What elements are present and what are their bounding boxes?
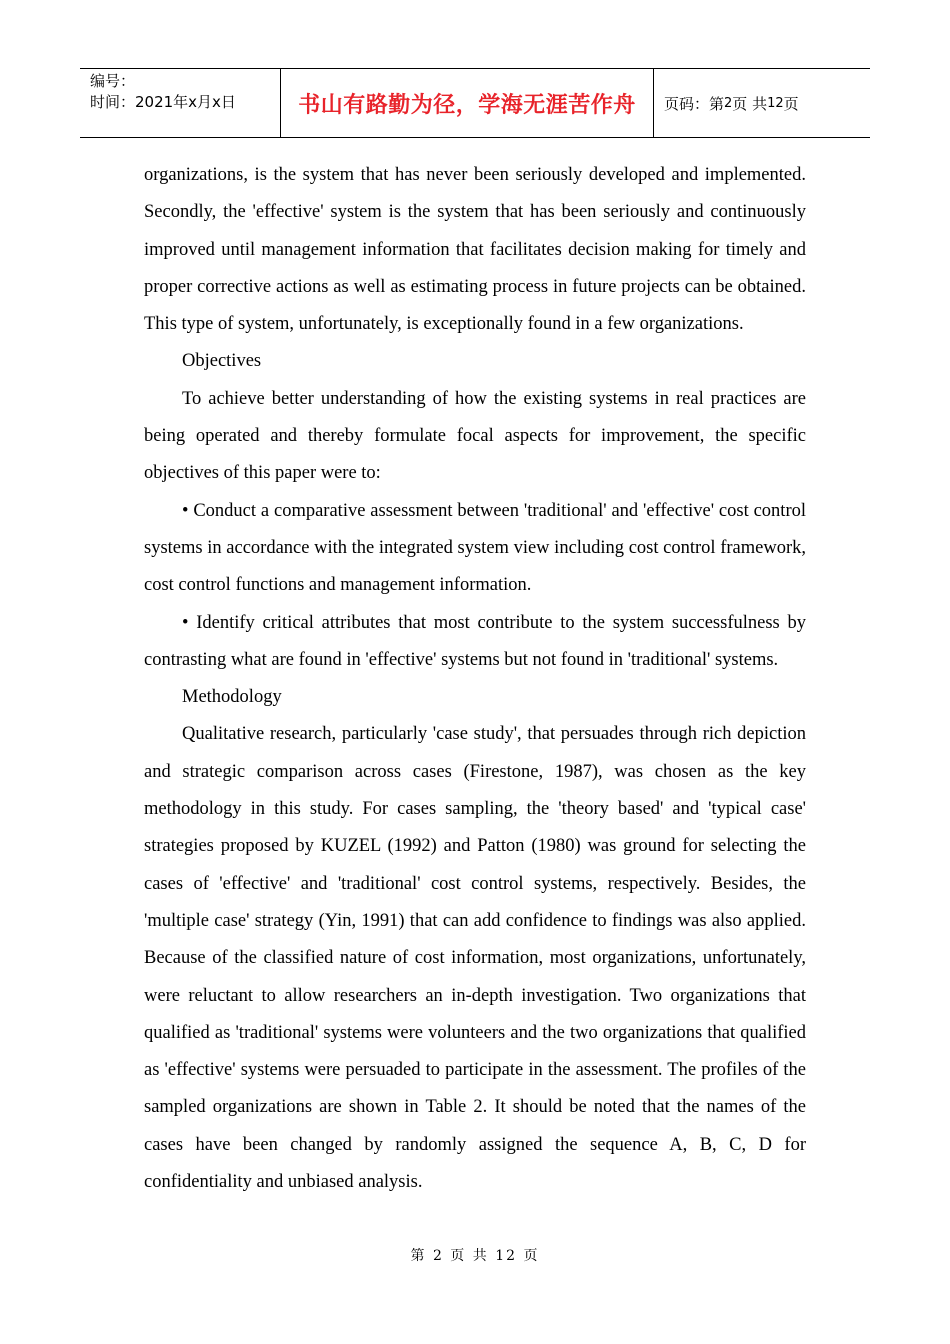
page-current: 2 [724, 95, 733, 111]
bullet-item: • Identify critical attributes that most contribute to the system successfulness by contrasting what are found in 'effective' systems but not found in 'traditional' systems. [144, 612, 806, 670]
id-label: 编号： [90, 72, 136, 90]
header-motto-cell [281, 69, 654, 137]
header-meta [80, 69, 281, 137]
heading-methodology: Methodology [182, 687, 282, 708]
paragraph-objectives-intro: To achieve better understanding of how the existing systems in real practices are being operated and thereby formulate focal aspects for improvement, the specific objectives of this paper were to: [144, 388, 806, 484]
paragraph-methodology: Qualitative research, particularly 'case study', that persuades through rich depiction and strategic comparison across cases (Firestone, 1987), was chosen as the key methodology in this study. For cases sampling, the 'theory based' and 'typical case' strategies proposed by KUZEL (1992) and Patton (1980) was ground for selecting the cases of 'effective' and 'traditional' cost control systems, respectively. Besides, the 'multiple case' strategy (Yin, 1991) that can add confidence to findings was also applied. Because of the classified nature of cost information, most organizations, unfortunately, were reluctant to allow researchers an in-depth investigation. Two organizations that qualified as 'traditional' systems were volunteers and the two organizations that qualified as 'effective' systems were persuaded to participate in the assessment. The profiles of the sampled organizations are shown in Table 2. It should be noted that the names of the cases have been changed by randomly assigned the sequence A, B, C, D for confidentiality and unbiased analysis. [144, 724, 806, 1193]
heading-objectives: Objectives [182, 351, 262, 372]
header-page-info [654, 69, 870, 137]
page-header [80, 68, 870, 138]
page-middle: 页 共 [732, 94, 768, 113]
page-suffix: 页 [783, 94, 799, 113]
bullet-item: • Conduct a comparative assessment between 'traditional' and 'effective' cost control systems in accordance with the integrated system view including cost control framework, cost control functions and management information. [144, 500, 806, 596]
time-label: 时间：2021年x月x日 [90, 93, 236, 111]
motto-text: 书山有路勤为径，学海无涯苦作舟 [298, 92, 636, 118]
document-body [144, 157, 806, 1201]
page-footer: 第 2 页 共 12 页 [410, 1248, 540, 1264]
page-prefix: 页码：第 [664, 94, 725, 113]
page-total: 12 [767, 95, 784, 111]
paragraph-continuation: organizations, is the system that has never been seriously developed and implemented. Secondly, the 'effective' system is the system that has been seriously and continuously improved until management information that facilitates decision making for timely and proper corrective actions as well as estimating process in future projects can be obtained. This type of system, unfortunately, is exceptionally found in a few organizations. [144, 165, 806, 335]
